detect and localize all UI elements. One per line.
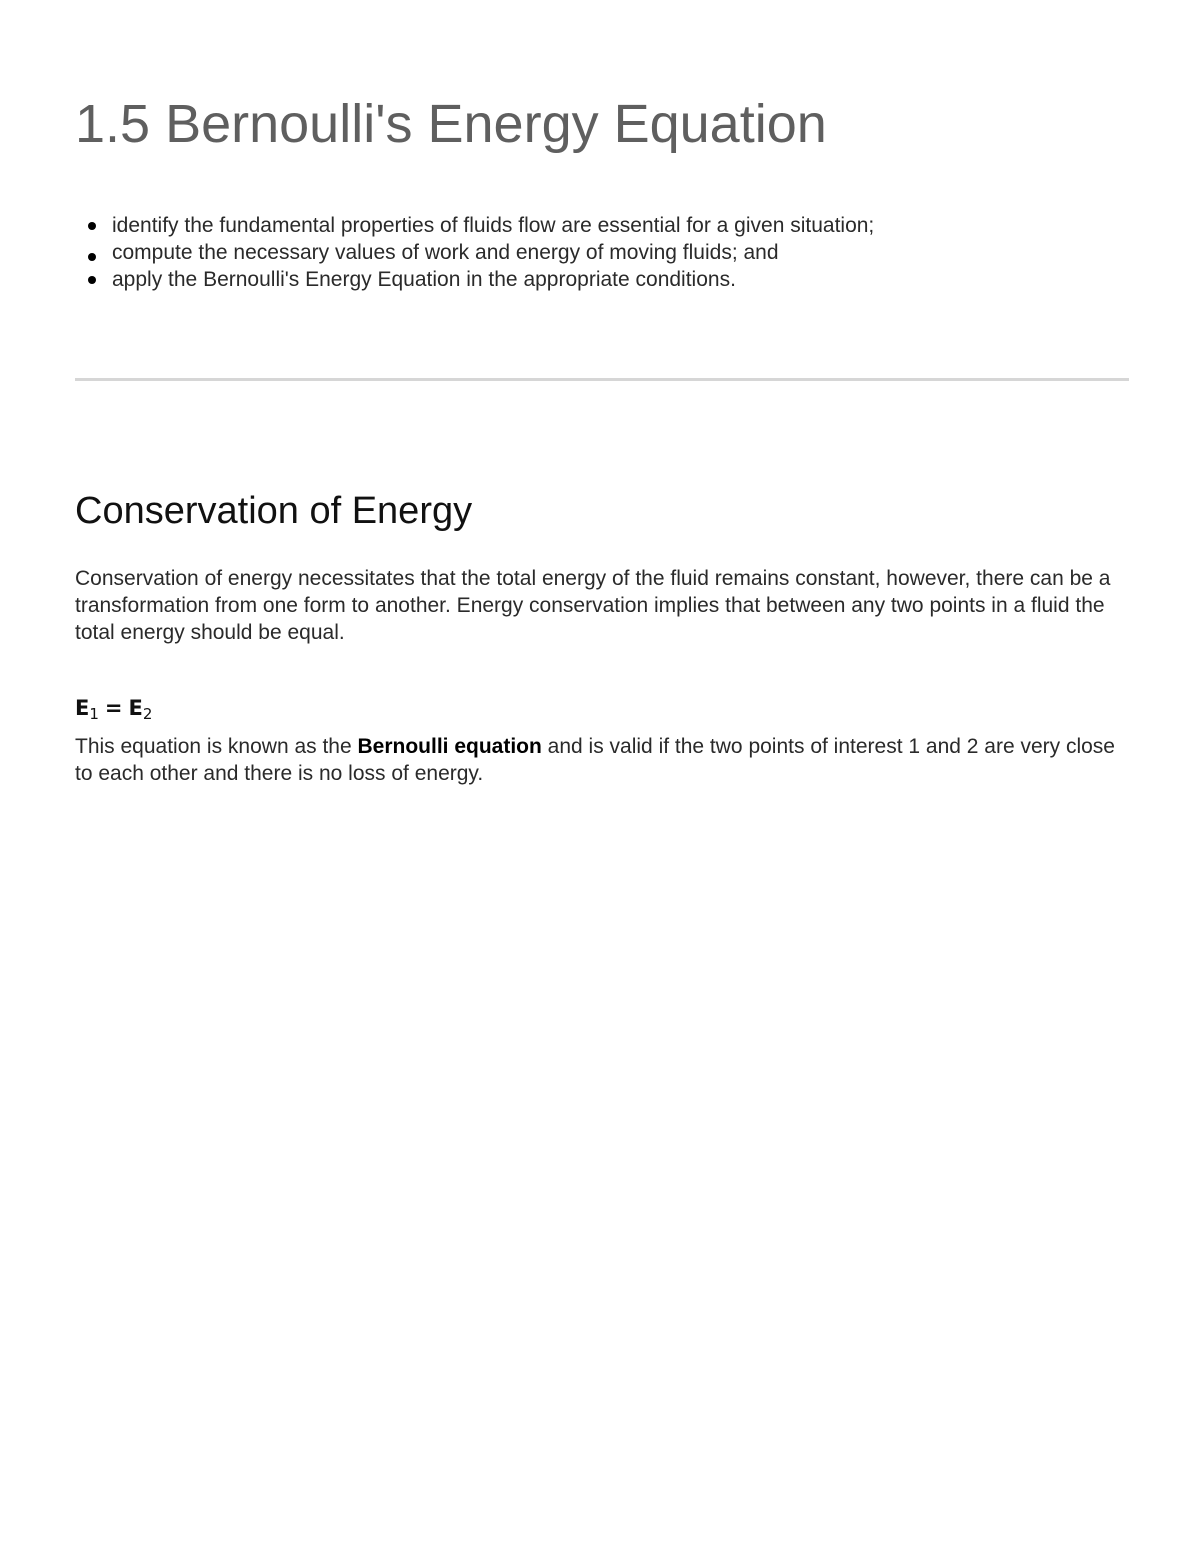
equation-right-subscript: 2 [142, 705, 153, 723]
bullet-icon [88, 253, 96, 261]
section-title: Conservation of Energy [75, 490, 473, 532]
equation-left-subscript: 1 [89, 705, 99, 723]
bernoulli-equation-term: Bernoulli equation [357, 735, 542, 758]
objectives-list [75, 212, 874, 293]
bernoulli-paragraph-intro: This equation is known as the [75, 735, 358, 758]
bullet-icon [88, 276, 96, 284]
equation-operator: = [104, 696, 123, 720]
equation-left-variable: E [75, 696, 90, 720]
section-divider [75, 378, 1129, 381]
bernoulli-paragraph-rest: and is valid if the two points of interest 1 and 2 are very close to each other and there is no loss of energy. [75, 735, 1115, 785]
list-item [75, 212, 874, 239]
list-item [75, 266, 874, 293]
list-item [75, 239, 874, 266]
conservation-paragraph: Conservation of energy necessitates that the total energy of the fluid remains constant, however, there can be a transformation from one form to another. Energy conservation implies that between any two points in a fluid the total energy should be equal. [75, 567, 1111, 644]
bullet-icon [88, 222, 96, 230]
equation-right-variable: E [128, 696, 143, 720]
list-item-text: identify the fundamental properties of fluids flow are essential for a given situation; [112, 214, 875, 237]
list-item-text: apply the Bernoulli's Energy Equation in the appropriate conditions. [112, 268, 736, 291]
bernoulli-paragraph [75, 733, 1129, 787]
page-title: 1.5 Bernoulli's Energy Equation [75, 94, 827, 154]
list-item-text: compute the necessary values of work and energy of moving fluids; and [112, 241, 779, 264]
energy-equation [75, 694, 152, 728]
